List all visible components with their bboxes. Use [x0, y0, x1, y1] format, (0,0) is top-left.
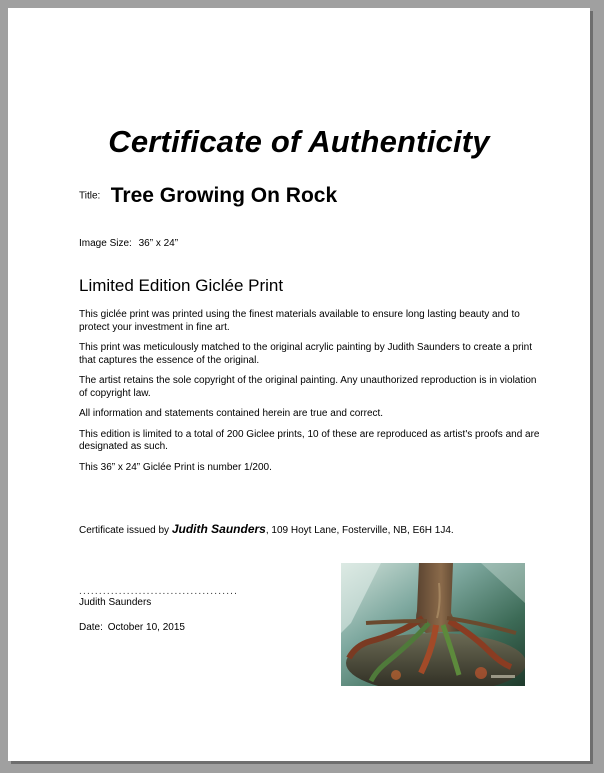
paragraph-copyright: The artist retains the sole copyright of the original painting. Any unauthorized reproduction is in violation of copyright law.: [79, 375, 537, 399]
signatory-name: Judith Saunders: [79, 597, 152, 608]
date-value: October 10, 2015: [107, 622, 185, 633]
image-size-row: [79, 238, 178, 249]
edition-heading: Limited Edition Giclée Print: [79, 276, 284, 295]
issued-by-row: [79, 522, 454, 536]
paragraph-materials: This giclée print was printed using the finest materials available to ensure long lasting beauty and to protect your investment in fine art.: [79, 309, 520, 333]
title-row: [79, 184, 337, 208]
issuer-name: Judith Saunders: [171, 522, 266, 536]
issued-prefix: Certificate issued by: [79, 525, 170, 536]
certificate-page: [8, 8, 590, 761]
image-size-value: 36” x 24”: [138, 238, 179, 249]
certificate-heading: Certificate of Authenticity: [108, 124, 490, 159]
certificate-body: [79, 309, 541, 482]
issuer-address: , 109 Hoyt Lane, Fosterville, NB, E6H 1J4.: [265, 525, 454, 536]
title-label: Title:: [79, 190, 101, 202]
paragraph-edition-limit: This edition is limited to a total of 200 Giclee prints, 10 of these are reproduced as artist's proofs and are designated as such.: [79, 428, 540, 452]
date-row: [79, 622, 185, 633]
signature-line: ........................................: [79, 586, 239, 597]
paragraph-matching: This print was meticulously matched to the original acrylic painting by Judith Saunders to create a print that captures the essence of the original.: [79, 342, 533, 366]
paragraph-statement: All information and statements contained herein are true and correct.: [79, 408, 384, 419]
paragraph-print-number: This 36” x 24” Giclée Print is number 1/200.: [79, 461, 272, 473]
artwork-title: Tree Growing On Rock: [110, 184, 338, 207]
date-label: Date:: [79, 622, 103, 633]
painting-image: [341, 563, 525, 686]
image-size-label: Image Size:: [79, 238, 132, 249]
